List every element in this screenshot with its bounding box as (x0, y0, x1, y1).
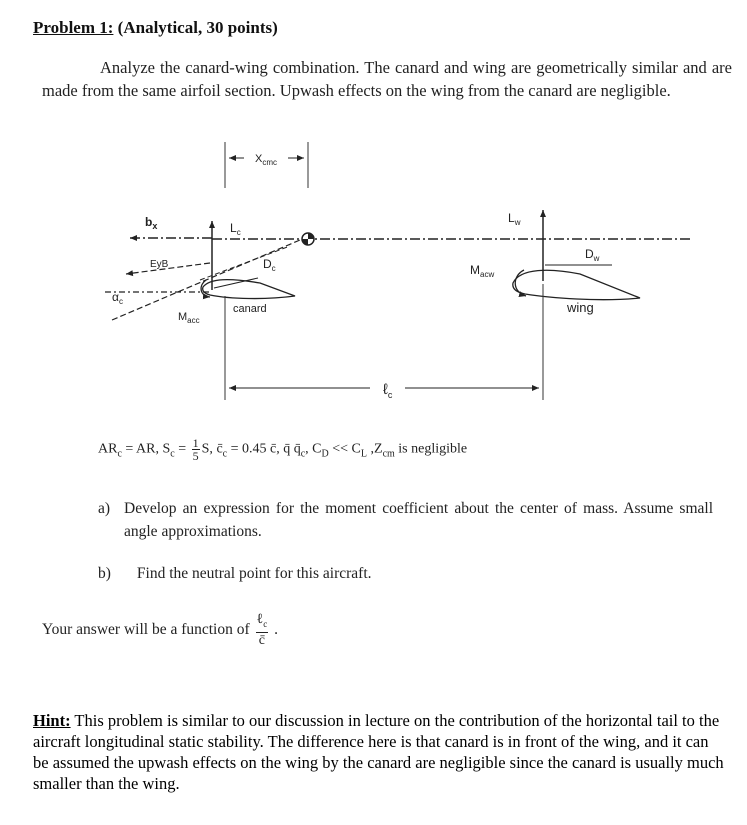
hint-text: This problem is similar to our discussion in lecture on the contribution of the horizontal tail to the aircraft longitudinal static stability. The difference here is that canard is in front of the wing, and it can be assumed the upwash effects on the wing by the canard are negligible since the canard is usually much smaller than the wing. (33, 711, 724, 793)
question-a (98, 497, 713, 543)
s-sub: c (170, 448, 175, 460)
answer-note (42, 612, 278, 649)
wing-drag-label: $D_w$ (585, 247, 600, 263)
zcm-part: ,Z (367, 441, 383, 457)
alpha-c-label: $\alpha_c$ (112, 290, 123, 306)
eyb-label: EyB (150, 259, 169, 270)
s-rest: S, (201, 441, 217, 457)
zcm-sub: cm (382, 448, 395, 460)
cbar-symbol: c̄ (216, 441, 223, 457)
q-sub: c (300, 448, 306, 460)
cd-part: , C (305, 441, 322, 457)
cd-sub: D (321, 448, 329, 460)
hint-label: Hint: (33, 711, 71, 730)
answer-period: . (270, 620, 278, 638)
canard-moment-label: $M_{acc}$ (178, 311, 200, 325)
question-a-text: Develop an expression for the moment coefficient about the center of mass. Assume small angle approximations. (124, 500, 713, 540)
ar-symbol: AR (98, 441, 118, 457)
cbar-sub: c (222, 448, 228, 460)
problem-label: Problem 1: (33, 18, 114, 37)
cbar-rest: = 0.45 c̄, q̄ q̄ (227, 441, 301, 457)
wing-lift-label: $L_w$ (508, 211, 521, 227)
canard-dashed-line (200, 246, 290, 280)
problem-title (33, 18, 278, 38)
equals: = (174, 441, 190, 457)
bx-label: $b_x$ (145, 215, 158, 231)
wing-airfoil (513, 270, 640, 299)
xcmc-label: $X_{cmc}$ (255, 153, 278, 167)
wing-label: wing (567, 300, 594, 315)
question-a-label: a) (98, 500, 111, 517)
canard-wing-diagram (0, 135, 747, 425)
canard-label: canard (233, 303, 267, 315)
cl-part: << C (328, 441, 361, 457)
canard-airfoil (203, 280, 295, 299)
given-relations (98, 437, 467, 462)
one-fifth-fraction: $\frac{1}{5}$ (192, 436, 199, 463)
s-symbol: S (162, 441, 171, 457)
intro-paragraph: Analyze the canard-wing combination. The canard and wing are geometrically similar and are made from the same airfoil section. Upwash effects on the wing from the canard are negligible. (42, 58, 732, 100)
lc-label: ℓ$_c$ (383, 381, 393, 400)
question-b-text: Find the neutral point for this aircraft. (136, 565, 372, 582)
lc-over-cbar-fraction: $\frac{\ell_c}{c̄}$ (256, 612, 268, 648)
answer-text: Your answer will be a function of (42, 620, 250, 638)
canard-lift-label: $L_c$ (230, 221, 241, 237)
cl-sub: L (360, 448, 367, 460)
negligible-text: is negligible (394, 441, 468, 457)
wing-moment-label: $M_{acw}$ (470, 263, 495, 279)
ar-rest: = AR, (121, 441, 163, 457)
question-b (98, 565, 372, 583)
hint-paragraph (33, 710, 728, 794)
question-b-label: b) (98, 565, 111, 582)
canard-drag-label: $D_c$ (263, 257, 276, 273)
problem-title-rest: (Analytical, 30 points) (113, 18, 278, 37)
center-of-mass-symbol (302, 233, 314, 245)
ar-sub: c (117, 448, 122, 460)
